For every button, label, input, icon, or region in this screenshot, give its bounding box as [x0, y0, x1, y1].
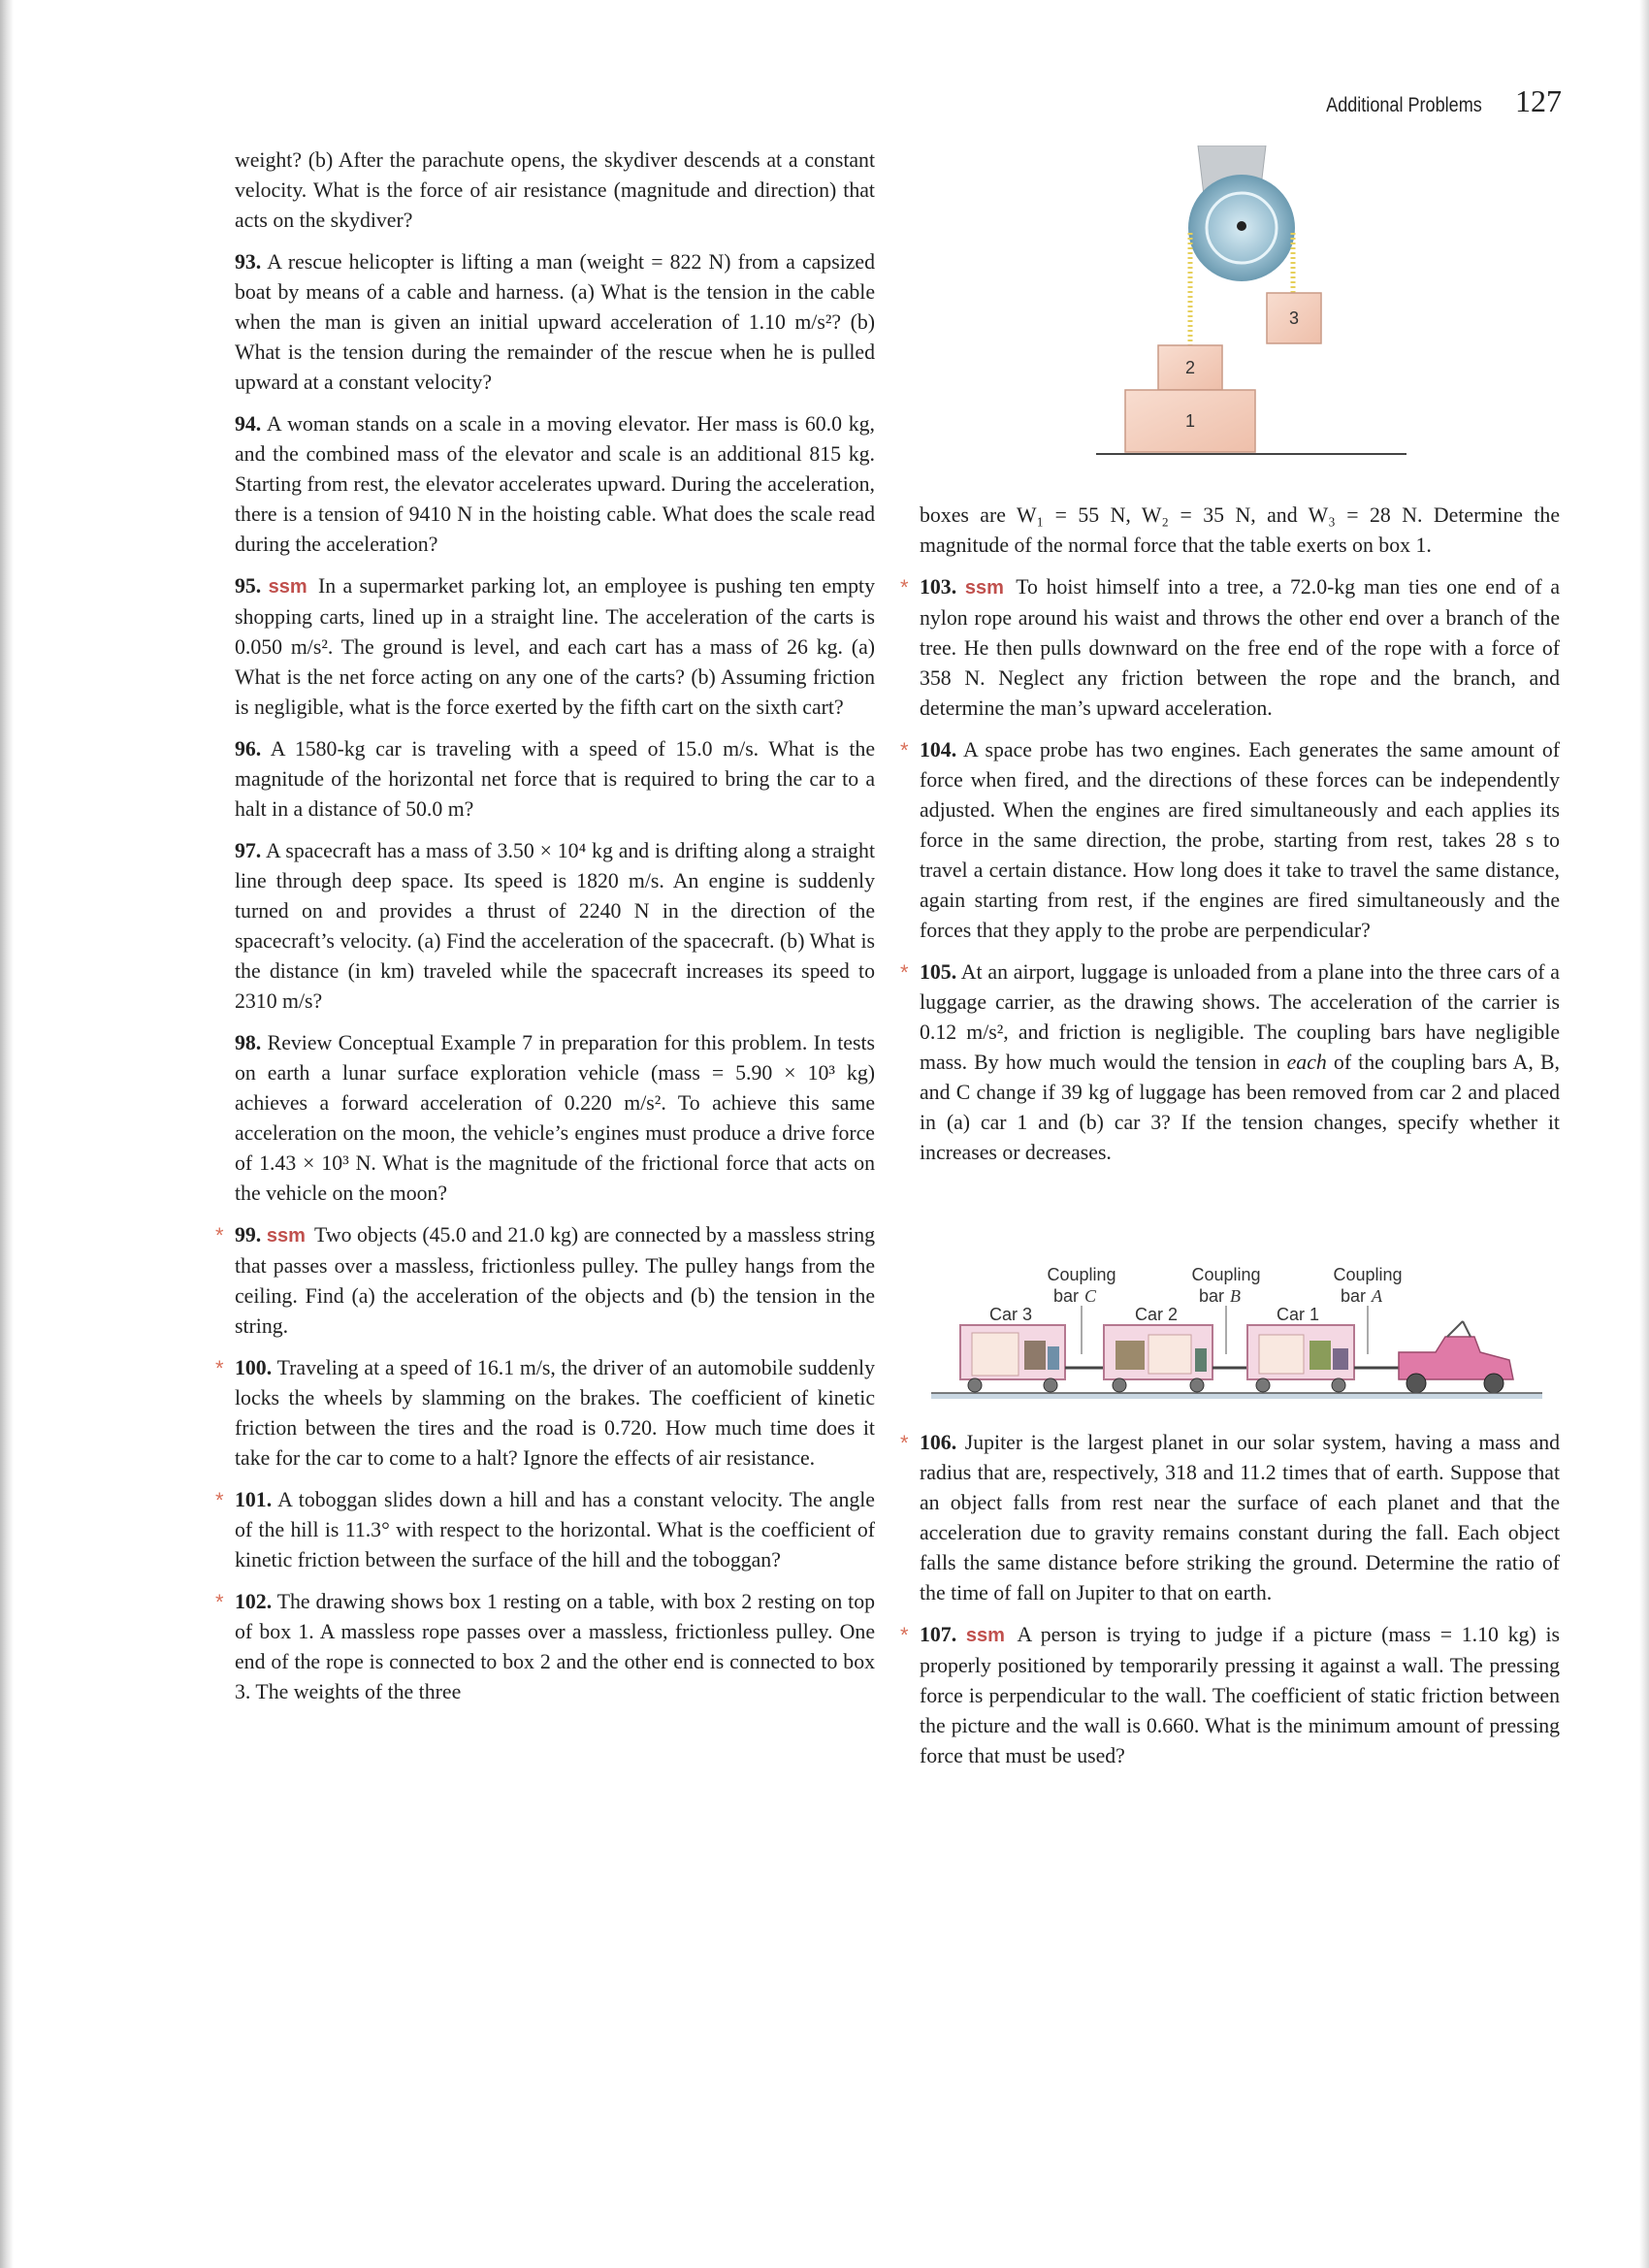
problem-97	[235, 836, 875, 1017]
problem-103	[900, 572, 1560, 724]
problem-text: To hoist himself into a tree, a 72.0-kg man ties one end of a nylon rope around his waist and throws the other end over a branch of the tree. He then pulls downward on the free end of the rope with a force of 358 N. Neglect any friction between the rope and the branch, and determine the man’s upward acceleration.	[920, 575, 1560, 720]
ssm-tag: ssm	[268, 576, 307, 598]
problem-92-continuation: weight? (b) After the parachute opens, the skydiver descends at a constant velocity. What is the force of air resistance (magnitude and direction) that acts on the skydiver?	[235, 148, 875, 232]
problem-107	[900, 1620, 1560, 1771]
problem-number: 95.	[235, 574, 262, 598]
problem-102-continuation: boxes are W₁ = 55 N, W₂ = 35 N, and W₃ = 28 N. Determine the magnitude of the normal force that the table exerts on box 1.	[920, 503, 1560, 557]
coupling-a-bar-word: bar	[1340, 1286, 1366, 1306]
ground-strip	[931, 1393, 1542, 1399]
problem-text: A 1580-kg car is traveling with a speed of 15.0 m/s. What is the magnitude of the horizontal net force that is required to bring the car to a halt in a distance of 50.0 m?	[235, 737, 875, 821]
problem-text: A rescue helicopter is lifting a man (weight = 822 N) from a capsized boat by means of a cable and harness. (a) What is the tension in the cable when the man is given an initial upward acceleration of 1.10 m/s²? (b) What is the tension during the remainder of the rescue when he is pulled upward at a constant velocity?	[235, 250, 875, 394]
problem-text: of the coupling bars A, B, and C change if 39 kg of luggage has been removed from car 2 and placed in (a) car 1 and (b) car 3? If the tension changes, specify whether it increases or decreases.	[920, 1051, 1560, 1164]
problem-94	[235, 409, 875, 560]
ssm-tag: ssm	[965, 1625, 1005, 1646]
pulley-figure	[1096, 146, 1406, 466]
problem-number: 105.	[920, 960, 957, 984]
problem-text: Traveling at a speed of 16.1 m/s, the driver of an automobile suddenly locks the wheels by slamming on the brakes. The coefficient of kinetic friction between the tires and the road is 0.720. How much time does it take for the car to come to a halt? Ignore the effects of air resistance.	[235, 1356, 875, 1470]
problem-text: At an airport, luggage is unloaded from a plane into the three cars of a luggage carrier, as the drawing shows. The acceleration of the carrier is 0.12 m/s², and friction is negligible. The coupling bars have negligible mass. By how much would the tension in	[920, 960, 1560, 1074]
problem-100	[215, 1353, 875, 1474]
luggage-carrier-figure	[931, 1259, 1542, 1405]
page-number: 127	[1515, 83, 1562, 118]
problem-number: 102.	[235, 1590, 273, 1613]
problem-number: 96.	[235, 737, 262, 761]
box-3-label: 3	[1288, 308, 1300, 328]
coupling-c-bar-word: bar	[1052, 1286, 1079, 1306]
car-2	[1104, 1325, 1212, 1392]
difficulty-star: *	[215, 1223, 224, 1247]
coupling-b-letter: B	[1230, 1286, 1241, 1306]
car-1	[1247, 1325, 1354, 1392]
problem-number: 103.	[920, 575, 957, 599]
difficulty-star: *	[900, 1623, 909, 1647]
car-1-label: Car 1	[1276, 1305, 1320, 1324]
coupling-a-word: Coupling	[1333, 1265, 1403, 1284]
tug-vehicle	[1399, 1321, 1513, 1393]
problem-text-emphasis: each	[1286, 1051, 1327, 1074]
coupling-a-letter: A	[1372, 1286, 1382, 1306]
difficulty-star: *	[215, 1488, 224, 1512]
coupling-c-word: Coupling	[1047, 1265, 1116, 1284]
problem-text: A woman stands on a scale in a moving elevator. Her mass is 60.0 kg, and the combined mass of the elevator and scale is an additional 815 kg. Starting from rest, the elevator accelerates upward. During the acceleration, there is a tension of 9410 N in the hoisting cable. What does the scale read during the acceleration?	[235, 412, 875, 556]
problem-number: 100.	[235, 1356, 273, 1379]
problem-text: In a supermarket parking lot, an employee is pushing ten empty shopping carts, lined up in a straight line. The acceleration of the carts is 0.050 m/s². The ground is level, and each cart has a mass of 26 kg. (a) What is the net force acting on any one of the carts? (b) Assuming friction is negligible, what is the force exerted by the fifth cart on the sixth cart?	[235, 574, 875, 719]
ssm-tag: ssm	[964, 577, 1004, 599]
problem-number: 107.	[920, 1623, 957, 1646]
pulley-axle	[1237, 221, 1246, 231]
problem-number: 93.	[235, 250, 262, 274]
running-head: Additional Problems	[1326, 94, 1482, 116]
box-1-label: 1	[1184, 411, 1196, 431]
problem-number: 101.	[235, 1488, 273, 1511]
right-column-lower	[900, 1428, 1561, 1783]
problem-102	[215, 1587, 876, 1707]
page-scan-edge-right	[1639, 0, 1649, 2268]
problem-99	[215, 1220, 875, 1342]
coupling-c-letter: C	[1084, 1286, 1097, 1306]
box-2-label: 2	[1184, 358, 1196, 377]
problem-98	[235, 1028, 875, 1209]
problem-104	[900, 735, 1560, 946]
problem-text: A space probe has two engines. Each generates the same amount of force when fired, and the directions of these forces can be independently adjusted. When the engines are fired simultaneously and each applies its force in the same direction, the probe, starting from rest, takes 28 s to travel a certain distance. How long does it take to travel the same distance, again starting from rest, if the engines are fired simultaneously and the forces that they apply to the probe are perpendicular?	[920, 738, 1560, 942]
problem-105	[900, 957, 1560, 1168]
problem-text: A spacecraft has a mass of 3.50 × 10⁴ kg and is drifting along a straight line through deep space. Its speed is 1820 m/s. An engine is suddenly turned on and provides a thrust of 2240 N in the direction of the spacecraft’s velocity. (a) Find the acceleration of the spacecraft. (b) What is the distance (in km) traveled while the spacecraft increases its speed to 2310 m/s?	[235, 839, 875, 1013]
problem-text: Jupiter is the largest planet in our solar system, having a mass and radius that are, respectively, 318 and 11.2 times that of earth. Suppose that an object falls from rest near the surface of each planet and that the acceleration due to gravity remains constant during the fall. Each object falls the same distance before striking the ground. Determine the ratio of the time of fall on Jupiter to that on earth.	[920, 1431, 1561, 1604]
car-3-label: Car 3	[988, 1305, 1033, 1324]
car-3	[960, 1325, 1065, 1392]
problem-96	[235, 734, 875, 825]
problem-number: 99.	[235, 1223, 262, 1247]
difficulty-star: *	[900, 575, 909, 599]
difficulty-star: *	[900, 738, 909, 762]
problem-106	[900, 1428, 1561, 1608]
problem-93	[235, 247, 875, 398]
ssm-tag: ssm	[266, 1225, 306, 1247]
difficulty-star: *	[215, 1356, 224, 1380]
problem-number: 106.	[920, 1431, 957, 1454]
car-2-label: Car 2	[1134, 1305, 1179, 1324]
problem-number: 97.	[235, 839, 262, 862]
problem-number: 98.	[235, 1031, 262, 1054]
problem-text: The drawing shows box 1 resting on a table, with box 2 resting on top of box 1. A massless rope passes over a massless, frictionless pulley. One end of the rope is connected to box 2 and the other end is connected to box 3. The weights of the three	[235, 1590, 876, 1703]
problem-95	[235, 571, 875, 723]
problem-text: Review Conceptual Example 7 in preparation for this problem. In tests on earth a lunar surface exploration vehicle (mass = 5.90 × 10³ kg) achieves a forward acceleration of 0.220 m/s². To achieve this same acceleration on the moon, the vehicle’s engines must produce a drive force of 1.43 × 10³ N. What is the magnitude of the frictional force that acts on the vehicle on the moon?	[235, 1031, 875, 1205]
problem-text: A person is trying to judge if a picture (mass = 1.10 kg) is properly positioned by temporarily pressing it against a wall. The pressing force is perpendicular to the wall. The coefficient of static friction between the picture and the wall is 0.660. What is the minimum amount of pressing force that must be used?	[920, 1623, 1560, 1767]
left-column	[215, 146, 876, 1719]
difficulty-star: *	[900, 960, 909, 985]
problem-101	[215, 1485, 875, 1575]
problem-text: A toboggan slides down a hill and has a constant velocity. The angle of the hill is 11.3° with respect to the horizontal. What is the coefficient of kinetic friction between the surface of the hill and the toboggan?	[235, 1488, 875, 1571]
problem-number: 104.	[920, 738, 957, 761]
page-header	[1301, 83, 1562, 122]
difficulty-star: *	[900, 1431, 909, 1455]
coupling-b-bar-word: bar	[1198, 1286, 1224, 1306]
problem-number: 94.	[235, 412, 262, 436]
right-column-upper	[900, 501, 1560, 1180]
coupling-b-word: Coupling	[1191, 1265, 1261, 1284]
difficulty-star: *	[215, 1590, 224, 1614]
page-scan-edge	[0, 0, 14, 2268]
problem-text: Two objects (45.0 and 21.0 kg) are connected by a massless string that passes over a massless, frictionless pulley. The pulley hangs from the ceiling. Find (a) the acceleration of the objects and (b) the tension in the string.	[235, 1223, 875, 1338]
